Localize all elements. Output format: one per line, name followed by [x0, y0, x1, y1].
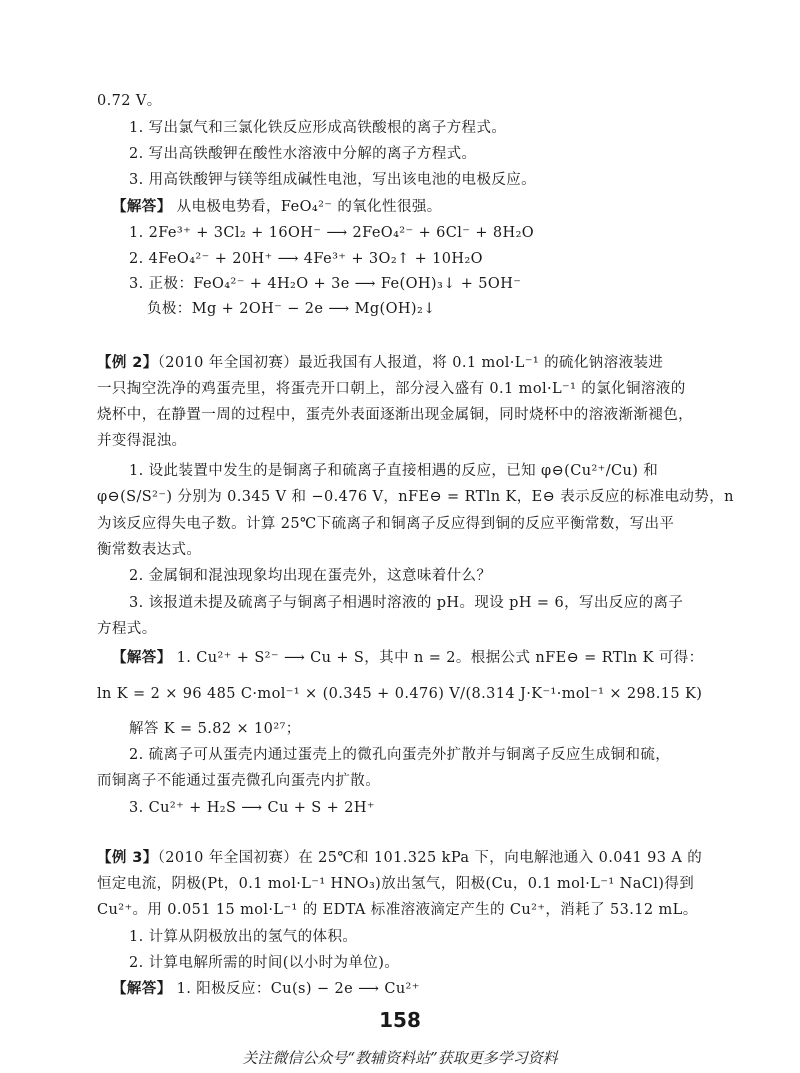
- answer-line: [112, 196, 442, 218]
- paragraph-line: 而铜离子不能通过蛋壳微孔向蛋壳内扩散。: [97, 773, 381, 790]
- paragraph-line: 0.72 V。: [97, 93, 162, 109]
- paragraph-line: 1. 设此装置中发生的是铜离子和硫离子直接相遇的反应，已知 φ⊖(Cu²⁺/Cu) 和: [129, 463, 659, 480]
- answer-label: 【解答】: [112, 650, 172, 667]
- paragraph-line: Cu²⁺。用 0.051 15 mol·L⁻¹ 的 EDTA 标准溶液滴定产生的 Cu²⁺，消耗了 53.12 mL。: [97, 902, 698, 919]
- paragraph-line: 烧杯中，在静置一周的过程中，蛋壳外表面逐渐出现金属铜，同时烧杯中的溶液渐渐褪色，: [97, 407, 693, 424]
- answer-label: 【解答】: [112, 198, 172, 215]
- paragraph-line: 2. 计算电解所需的时间(以小时为单位)。: [129, 954, 400, 971]
- answer-text: 1. 阳极反应：Cu(s) − 2e ⟶ Cu²⁺: [171, 981, 420, 997]
- equation-3-negative: 负极：Mg + 2OH⁻ − 2e ⟶ Mg(OH)₂↓: [147, 301, 436, 318]
- paragraph-line: φ⊖(S/S²⁻) 分别为 0.345 V 和 −0.476 V，nFE⊖ = RTln K，E⊖ 表示反应的标准电动势，n: [97, 489, 734, 506]
- equation-2: 2. 4FeO₄²⁻ + 20H⁺ ⟶ 4Fe³⁺ + 3O₂↑ + 10H₂O: [129, 250, 483, 267]
- page-number: 158: [379, 1008, 421, 1032]
- example-text: （2010 年全国初赛）在 25℃和 101.325 kPa 下，向电解池通入 0.041 93 A 的: [157, 850, 703, 867]
- answer-text: 1. Cu²⁺ + S²⁻ ⟶ Cu + S，其中 n = 2。根据公式 nFE⊖ = RTln K 可得：: [171, 650, 704, 667]
- question-3: 3. 用高铁酸钾与镁等组成碱性电池，写出该电池的电极反应。: [129, 172, 537, 189]
- paragraph-line: 为该反应得失电子数。计算 25℃下硫离子和铜离子反应得到铜的反应平衡常数，写出平: [97, 515, 675, 532]
- answer-label: 【解答】: [112, 981, 172, 997]
- example-label: 【例 3】: [97, 850, 158, 867]
- equation-1: 1. 2Fe³⁺ + 3Cl₂ + 16OH⁻ ⟶ 2FeO₄²⁻ + 6Cl⁻ + 8H₂O: [129, 224, 535, 241]
- equation-line: 3. Cu²⁺ + H₂S ⟶ Cu + S + 2H⁺: [129, 799, 375, 816]
- paragraph-line: 3. 该报道未提及硫离子与铜离子相遇时溶液的 pH。现设 pH = 6，写出反应的离子: [129, 594, 684, 611]
- paragraph-line: 一只掏空洗净的鸡蛋壳里，将蛋壳开口朝上，部分浸入盛有 0.1 mol·L⁻¹ 的氯化铜溶液的: [97, 380, 686, 397]
- example-label: 【例 2】: [97, 354, 158, 371]
- answer-line: [112, 978, 420, 1000]
- paragraph-line: 2. 金属铜和混浊现象均出现在蛋壳外，这意味着什么？: [129, 567, 492, 584]
- paragraph-line: 解答 K = 5.82 × 10²⁷；: [129, 721, 301, 738]
- question-2: 2. 写出高铁酸钾在酸性水溶液中分解的离子方程式。: [129, 146, 477, 163]
- paragraph-line: 并变得混浊。: [97, 433, 187, 450]
- example-2-heading: [97, 352, 663, 374]
- example-text: （2010 年全国初赛）最近我国有人报道，将 0.1 mol·L⁻¹ 的硫化钠溶液装进: [157, 354, 664, 371]
- equation-3-positive: 3. 正极：FeO₄²⁻ + 4H₂O + 3e ⟶ Fe(OH)₃↓ + 5OH⁻: [129, 276, 522, 293]
- paragraph-line: 衡常数表达式。: [97, 541, 202, 558]
- question-1: 1. 写出氯气和三氯化铁反应形成高铁酸根的离子方程式。: [129, 120, 507, 137]
- paragraph-line: 2. 硫离子可从蛋壳内通过蛋壳上的微孔向蛋壳外扩散并与铜离子反应生成铜和硫，: [129, 747, 671, 764]
- footer-watermark: 关注微信公众号“教辅资料站”获取更多学习资料: [242, 1049, 558, 1067]
- example-3-heading: [97, 847, 702, 869]
- paragraph-line: 恒定电流，阴极(Pt，0.1 mol·L⁻¹ HNO₃)放出氢气，阳极(Cu，0.1 mol·L⁻¹ NaCl)得到: [97, 876, 695, 893]
- paragraph-line: 方程式。: [97, 621, 157, 638]
- answer-line: [112, 647, 704, 669]
- paragraph-line: 1. 计算从阴极放出的氢气的体积。: [129, 928, 358, 945]
- formula-line: ln K = 2 × 96 485 C·mol⁻¹ × (0.345 + 0.476) V/(8.314 J·K⁻¹·mol⁻¹ × 298.15 K): [97, 685, 703, 702]
- answer-text: 从电极电势看，FeO₄²⁻ 的氧化性很强。: [171, 198, 442, 215]
